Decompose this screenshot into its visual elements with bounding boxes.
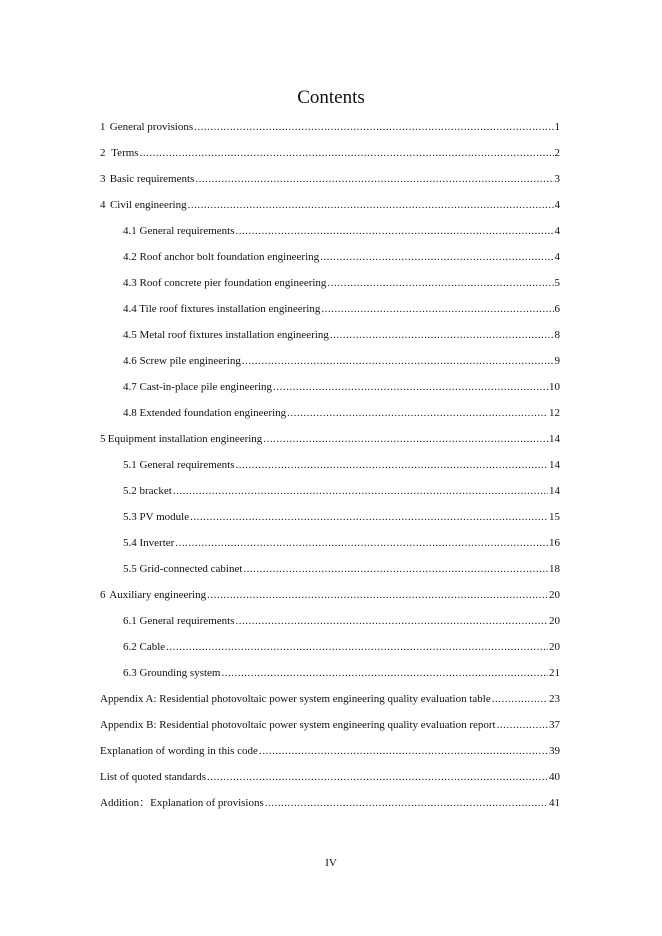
toc-entry-label: 5.3 PV module [123, 511, 190, 523]
dot-leader [173, 483, 548, 499]
toc-entry-label: 4.8 Extended foundation engineering [123, 407, 287, 419]
dot-leader [221, 665, 548, 681]
toc-subentry[interactable] [123, 301, 560, 317]
toc-subentry[interactable] [123, 405, 560, 421]
dot-leader [242, 353, 554, 369]
toc-entry-page: 21 [549, 667, 560, 679]
toc-entry-label: 6.1 General requirements [123, 615, 235, 627]
toc-entry-label: 4.7 Cast-in-place pile engineering [123, 381, 273, 393]
dot-leader [273, 379, 548, 395]
dot-leader [207, 587, 548, 603]
toc-entry-page: 5 [554, 277, 560, 289]
toc-entry-label: General provisions [109, 121, 194, 133]
toc-appendix-entry[interactable] [100, 769, 560, 785]
toc-entry-label: List of quoted standards [100, 771, 207, 783]
toc-subentry[interactable] [123, 275, 560, 291]
toc-subentry[interactable] [123, 561, 560, 577]
toc-appendix-entry[interactable] [100, 743, 560, 759]
dot-leader [263, 431, 548, 447]
dot-leader [140, 145, 554, 161]
toc-subentry[interactable] [123, 379, 560, 395]
toc-entry-label: Addition：Explanation of provisions [100, 797, 264, 809]
toc-entry-label: 4.2 Roof anchor bolt foundation engineering [123, 251, 320, 263]
dot-leader [492, 691, 548, 707]
toc-subentry[interactable] [123, 353, 560, 369]
toc-entry-number: 2 [100, 147, 106, 159]
toc-entry-label: Terms [111, 147, 139, 159]
dot-leader [320, 249, 553, 265]
toc-entry-page: 20 [549, 589, 560, 601]
toc-entry-label: 6.2 Cable [123, 641, 166, 653]
dot-leader [188, 197, 554, 213]
toc-subentry[interactable] [123, 639, 560, 655]
toc-entry-page: 14 [549, 485, 560, 497]
toc-entry-label: 4.1 General requirements [123, 225, 235, 237]
toc-entry-label: Appendix B: Residential photovoltaic power system engineering quality evaluation report [100, 719, 496, 731]
toc-entry-label: 4.4 Tile roof fixtures installation engineering [123, 303, 321, 315]
toc-entry-label: 5.2 bracket [123, 485, 172, 497]
dot-leader [235, 457, 548, 473]
toc-entry-number: 4 [100, 199, 106, 211]
toc-entry-page: 4 [554, 199, 560, 211]
dot-leader [243, 561, 548, 577]
toc-entry-page: 20 [549, 615, 560, 627]
toc-entry-page: 8 [554, 329, 560, 341]
toc-entry-page: 41 [549, 797, 560, 809]
toc-subentry[interactable] [123, 665, 560, 681]
toc-entry-number: 6 [100, 589, 106, 601]
toc-subentry[interactable] [123, 509, 560, 525]
page-title: Contents [297, 87, 365, 108]
toc-entry-page: 15 [549, 511, 560, 523]
dot-leader [287, 405, 548, 421]
toc-entry-page: 23 [549, 693, 560, 705]
toc-entry-page: 6 [554, 303, 560, 315]
dot-leader [175, 535, 548, 551]
toc-subentry[interactable] [123, 483, 560, 499]
toc-entry-label: 6.3 Grounding system [123, 667, 221, 679]
toc-entry-page: 3 [554, 173, 560, 185]
toc-entry-label: Explanation of wording in this code [100, 745, 258, 757]
dot-leader [166, 639, 548, 655]
toc-entry-page: 4 [554, 251, 560, 263]
toc-appendix-entry[interactable] [100, 795, 560, 811]
toc-entry-label: Auxiliary engineering [109, 589, 207, 601]
toc-subentry[interactable] [123, 327, 560, 343]
dot-leader [235, 613, 548, 629]
toc-entry-number: 5 [100, 433, 106, 445]
toc-entry-label: 5.4 Inverter [123, 537, 175, 549]
toc-entry[interactable] [100, 145, 560, 161]
toc-entry[interactable] [100, 587, 560, 603]
toc-subentry[interactable] [123, 457, 560, 473]
dot-leader [259, 743, 548, 759]
toc-entry-page: 10 [549, 381, 560, 393]
dot-leader [330, 327, 554, 343]
toc-entry-page: 20 [549, 641, 560, 653]
toc-entry-page: 40 [549, 771, 560, 783]
toc-entry-label: 5.1 General requirements [123, 459, 235, 471]
toc-entry-page: 16 [549, 537, 560, 549]
toc-subentry[interactable] [123, 223, 560, 239]
toc-entry-label: 4.3 Roof concrete pier foundation engineering [123, 277, 327, 289]
toc-subentry[interactable] [123, 613, 560, 629]
toc-appendix-entry[interactable] [100, 691, 560, 707]
toc-entry-label: Basic requirements [109, 173, 195, 185]
dot-leader [194, 119, 553, 135]
toc-entry-page: 9 [554, 355, 560, 367]
toc-appendix-entry[interactable] [100, 717, 560, 733]
dot-leader [497, 717, 548, 733]
toc-entry-page: 14 [549, 433, 560, 445]
page-number: IV [325, 857, 337, 869]
dot-leader [207, 769, 548, 785]
toc-entry-label: Civil engineering [109, 199, 187, 211]
toc-entry[interactable] [100, 431, 560, 447]
toc-entry-page: 12 [549, 407, 560, 419]
toc-entry-label: 4.5 Metal roof fixtures installation engineering [123, 329, 329, 341]
toc-entry-page: 18 [549, 563, 560, 575]
toc-subentry[interactable] [123, 249, 560, 265]
toc-entry[interactable] [100, 197, 560, 213]
dot-leader [235, 223, 553, 239]
dot-leader [327, 275, 553, 291]
toc-entry[interactable] [100, 119, 560, 135]
toc-subentry[interactable] [123, 535, 560, 551]
toc-entry-page: 1 [554, 121, 560, 133]
toc-entry[interactable] [100, 171, 560, 187]
dot-leader [195, 171, 553, 187]
toc-entry-label: Equipment installation engineering [107, 433, 263, 445]
toc-entry-number: 1 [100, 121, 106, 133]
toc-entry-page: 39 [549, 745, 560, 757]
toc-entry-label: 4.6 Screw pile engineering [123, 355, 241, 367]
toc-entry-label: 5.5 Grid-connected cabinet [123, 563, 243, 575]
dot-leader [321, 301, 553, 317]
toc-entry-page: 14 [549, 459, 560, 471]
toc-entry-page: 37 [549, 719, 560, 731]
dot-leader [265, 795, 548, 811]
dot-leader [190, 509, 548, 525]
toc-entry-number: 3 [100, 173, 106, 185]
toc-entry-page: 2 [554, 147, 560, 159]
toc-entry-label: Appendix A: Residential photovoltaic power system engineering quality evaluation table [100, 693, 491, 705]
toc-entry-page: 4 [554, 225, 560, 237]
